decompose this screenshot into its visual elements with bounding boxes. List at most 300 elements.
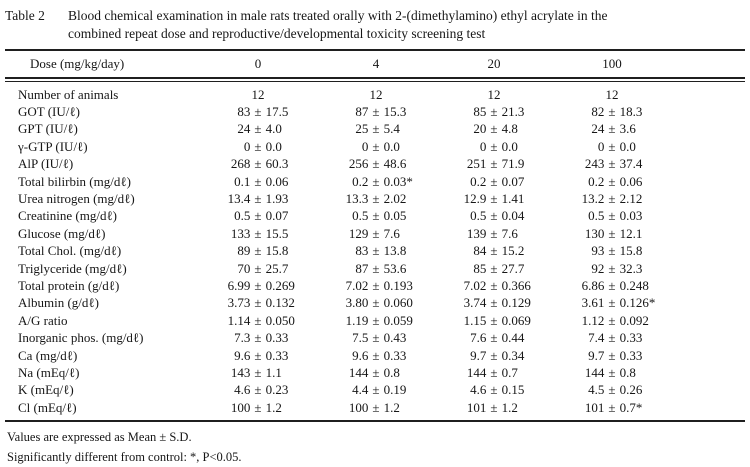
sd-value: 15.3 — [383, 104, 407, 120]
plus-minus-sign: ± — [490, 208, 498, 224]
mean-sd-cell — [435, 226, 553, 242]
mean-value: 3.74 — [463, 295, 487, 311]
mean-value: 139 — [466, 225, 487, 241]
sd-value: 0.43 — [383, 330, 407, 346]
plus-minus-sign: ± — [608, 399, 616, 415]
sd-value: 4.8 — [501, 121, 518, 137]
sd-value: 53.6 — [383, 260, 407, 276]
sd-value: 0.06 — [265, 173, 289, 189]
plus-minus-sign: ± — [608, 330, 616, 346]
mean-sd-cell — [435, 313, 553, 329]
sd-value: 18.3 — [619, 104, 643, 120]
sd-value: 0.7* — [619, 399, 643, 415]
sd-value: 13.8 — [383, 243, 407, 259]
table-row — [5, 243, 745, 260]
sd-value: 7.6 — [501, 225, 518, 241]
mean-sd-cell — [317, 139, 435, 155]
plus-minus-sign: ± — [490, 191, 498, 207]
mean-sd-cell — [553, 121, 671, 137]
plus-minus-sign: ± — [372, 225, 380, 241]
mean-sd-cell — [435, 365, 553, 381]
mean-value: 93 — [591, 243, 605, 259]
row-label: Total bilirbin (mg/dℓ) — [18, 173, 131, 189]
table-label: Table 2 — [5, 8, 45, 23]
mean-value: 0 — [243, 138, 251, 154]
plus-minus-sign: ± — [608, 138, 616, 154]
mean-value: 144 — [584, 364, 605, 380]
mean-value: 7.5 — [352, 330, 369, 346]
plus-minus-sign: ± — [490, 277, 498, 293]
mean-sd-cell — [199, 174, 317, 190]
sd-value: 0.366 — [501, 277, 531, 293]
mean-sd-cell — [553, 191, 671, 207]
plus-minus-sign: ± — [254, 382, 262, 398]
plus-minus-sign: ± — [490, 330, 498, 346]
mean-sd-cell — [199, 156, 317, 172]
plus-minus-sign: ± — [608, 364, 616, 380]
mean-sd-cell — [199, 104, 317, 120]
sd-value: 0.0 — [265, 138, 282, 154]
mean-value: 144 — [348, 364, 369, 380]
mean-sd-cell — [317, 313, 435, 329]
plus-minus-sign: ± — [490, 121, 498, 137]
plus-minus-sign: ± — [608, 243, 616, 259]
value-cell: 12 — [251, 86, 265, 102]
mean-sd-cell — [317, 226, 435, 242]
plus-minus-sign: ± — [608, 260, 616, 276]
table-row — [5, 260, 745, 277]
plus-minus-sign: ± — [608, 347, 616, 363]
mean-value: 7.02 — [463, 277, 487, 293]
mean-value: 1.14 — [227, 312, 251, 328]
plus-minus-sign: ± — [608, 173, 616, 189]
dose-column-header-4: 4 — [372, 56, 380, 71]
sd-value: 0.33 — [265, 330, 289, 346]
sd-value: 0.04 — [501, 208, 525, 224]
table-row — [5, 364, 745, 381]
sd-value: 0.03* — [383, 173, 413, 189]
plus-minus-sign: ± — [490, 295, 498, 311]
row-label: Creatinine (mg/dℓ) — [18, 208, 118, 224]
mean-sd-cell — [435, 382, 553, 398]
sd-value: 2.12 — [619, 191, 643, 207]
table-row — [5, 312, 745, 329]
mean-value: 7.6 — [470, 330, 487, 346]
sd-value: 0.33 — [619, 347, 643, 363]
sd-value: 0.15 — [501, 382, 525, 398]
sd-value: 0.33 — [619, 330, 643, 346]
mean-sd-cell — [199, 278, 317, 294]
plus-minus-sign: ± — [490, 312, 498, 328]
mean-sd-cell — [553, 174, 671, 190]
plus-minus-sign: ± — [372, 208, 380, 224]
mean-value: 9.7 — [588, 347, 605, 363]
sd-value: 0.248 — [619, 277, 649, 293]
mean-value: 143 — [230, 364, 251, 380]
sd-value: 0.23 — [265, 382, 289, 398]
plus-minus-sign: ± — [372, 243, 380, 259]
row-label: Ca (mg/dℓ) — [18, 347, 78, 363]
plus-minus-sign: ± — [490, 225, 498, 241]
row-label: γ-GTP (IU/ℓ) — [18, 138, 88, 154]
mean-sd-cell — [553, 295, 671, 311]
sd-value: 12.1 — [619, 225, 643, 241]
row-label: Inorganic phos. (mg/dℓ) — [18, 330, 144, 346]
mean-sd-cell — [553, 243, 671, 259]
plus-minus-sign: ± — [254, 330, 262, 346]
plus-minus-sign: ± — [372, 364, 380, 380]
plus-minus-sign: ± — [608, 156, 616, 172]
table-row — [5, 399, 745, 416]
table-row — [5, 208, 745, 225]
mean-value: 100 — [348, 399, 369, 415]
sd-value: 21.3 — [501, 104, 525, 120]
plus-minus-sign: ± — [490, 156, 498, 172]
table-row — [5, 295, 745, 312]
plus-minus-sign: ± — [608, 104, 616, 120]
mean-value: 0.5 — [470, 208, 487, 224]
table-row — [5, 277, 745, 294]
sd-value: 3.6 — [619, 121, 636, 137]
sd-value: 25.7 — [265, 260, 289, 276]
mean-value: 84 — [473, 243, 487, 259]
dose-column-header-0: 0 — [254, 56, 262, 71]
table-row — [5, 190, 745, 207]
mean-value: 13.4 — [227, 191, 251, 207]
mean-value: 9.6 — [234, 347, 251, 363]
sd-value: 0.060 — [383, 295, 413, 311]
plus-minus-sign: ± — [490, 138, 498, 154]
mean-sd-cell — [199, 243, 317, 259]
row-label: Cl (mEq/ℓ) — [18, 399, 77, 415]
sd-value: 0.050 — [265, 312, 295, 328]
plus-minus-sign: ± — [608, 121, 616, 137]
sd-value: 0.0 — [501, 138, 518, 154]
mean-sd-cell — [199, 295, 317, 311]
mean-sd-cell — [553, 208, 671, 224]
sd-value: 0.132 — [265, 295, 295, 311]
mean-value: 0.5 — [352, 208, 369, 224]
sd-value: 0.0 — [619, 138, 636, 154]
mean-sd-cell — [435, 400, 553, 416]
mean-sd-cell — [435, 243, 553, 259]
row-label: GPT (IU/ℓ) — [18, 121, 78, 137]
mean-sd-cell — [199, 208, 317, 224]
mean-value: 9.7 — [470, 347, 487, 363]
row-label: Total Chol. (mg/dℓ) — [18, 243, 122, 259]
mean-value: 20 — [473, 121, 487, 137]
mean-sd-cell — [199, 348, 317, 364]
mean-value: 0 — [479, 138, 487, 154]
plus-minus-sign: ± — [608, 208, 616, 224]
sd-value: 15.2 — [501, 243, 525, 259]
row-label: Glucose (mg/dℓ) — [18, 225, 106, 241]
plus-minus-sign: ± — [254, 399, 262, 415]
table-row — [5, 329, 745, 346]
sd-value: 0.33 — [265, 347, 289, 363]
mean-value: 7.3 — [234, 330, 251, 346]
mean-sd-cell — [553, 330, 671, 346]
mean-value: 268 — [230, 156, 251, 172]
mean-value: 0.5 — [234, 208, 251, 224]
mean-sd-cell — [553, 365, 671, 381]
mean-value: 7.4 — [588, 330, 605, 346]
plus-minus-sign: ± — [372, 347, 380, 363]
mean-value: 92 — [591, 260, 605, 276]
mean-sd-cell — [435, 191, 553, 207]
plus-minus-sign: ± — [254, 243, 262, 259]
sd-value: 4.0 — [265, 121, 282, 137]
sd-value: 1.2 — [383, 399, 400, 415]
plus-minus-sign: ± — [490, 173, 498, 189]
plus-minus-sign: ± — [490, 347, 498, 363]
sd-value: 1.41 — [501, 191, 525, 207]
value-cell: 12 — [369, 86, 383, 102]
caption-text — [68, 7, 745, 43]
mean-value: 85 — [473, 104, 487, 120]
sd-value: 5.4 — [383, 121, 400, 137]
plus-minus-sign: ± — [372, 330, 380, 346]
dose-column-header-100: 100 — [602, 56, 622, 71]
plus-minus-sign: ± — [254, 295, 262, 311]
mean-value: 3.80 — [345, 295, 369, 311]
mean-sd-cell — [317, 365, 435, 381]
mean-value: 87 — [355, 260, 369, 276]
row-label: Number of animals — [18, 86, 119, 102]
sd-value: 1.1 — [265, 364, 282, 380]
row-label: Urea nitrogen (mg/dℓ) — [18, 191, 135, 207]
mean-sd-cell — [317, 400, 435, 416]
mean-sd-cell — [553, 278, 671, 294]
plus-minus-sign: ± — [254, 260, 262, 276]
mean-value: 82 — [591, 104, 605, 120]
mean-value: 0 — [597, 138, 605, 154]
plus-minus-sign: ± — [254, 225, 262, 241]
mean-sd-cell — [317, 208, 435, 224]
caption-line1: Blood chemical examination in male rats treated orally with 2-(dimethylamino) ethyl acrylate in the — [68, 8, 608, 23]
table-row — [5, 86, 745, 103]
sd-value: 1.2 — [501, 399, 518, 415]
plus-minus-sign: ± — [490, 243, 498, 259]
mean-value: 0.2 — [352, 173, 369, 189]
plus-minus-sign: ± — [490, 104, 498, 120]
mean-value: 6.86 — [581, 277, 605, 293]
mean-sd-cell — [553, 400, 671, 416]
sd-value: 15.8 — [619, 243, 643, 259]
plus-minus-sign: ± — [372, 382, 380, 398]
mean-sd-cell — [199, 261, 317, 277]
mean-value: 101 — [584, 399, 605, 415]
mean-value: 0.5 — [588, 208, 605, 224]
mean-sd-cell — [317, 278, 435, 294]
mean-sd-cell — [317, 156, 435, 172]
mean-value: 24 — [591, 121, 605, 137]
sd-value: 2.02 — [383, 191, 407, 207]
mean-value: 0.2 — [470, 173, 487, 189]
mean-sd-cell — [553, 156, 671, 172]
mean-value: 83 — [237, 104, 251, 120]
row-label: Triglyceride (mg/dℓ) — [18, 260, 127, 276]
sd-value: 15.8 — [265, 243, 289, 259]
table-row — [5, 173, 745, 190]
row-label: Albumin (g/dℓ) — [18, 295, 99, 311]
mean-sd-cell — [317, 348, 435, 364]
plus-minus-sign: ± — [372, 260, 380, 276]
plus-minus-sign: ± — [254, 104, 262, 120]
sd-value: 7.6 — [383, 225, 400, 241]
mean-value: 6.99 — [227, 277, 251, 293]
mean-value: 87 — [355, 104, 369, 120]
table-caption — [5, 0, 745, 43]
caption-line2: combined repeat dose and reproductive/developmental toxicity screening test — [68, 26, 486, 41]
sd-value: 60.3 — [265, 156, 289, 172]
sd-value: 0.19 — [383, 382, 407, 398]
table-row — [5, 138, 745, 155]
sd-value: 0.059 — [383, 312, 413, 328]
mean-sd-cell — [199, 365, 317, 381]
sd-value: 1.93 — [265, 191, 289, 207]
mean-sd-cell — [435, 156, 553, 172]
row-label: A/G ratio — [18, 312, 68, 328]
mean-value: 1.19 — [345, 312, 369, 328]
dose-header-label: Dose (mg/kg/day) — [30, 56, 125, 71]
plus-minus-sign: ± — [372, 295, 380, 311]
plus-minus-sign: ± — [372, 121, 380, 137]
mean-value: 130 — [584, 225, 605, 241]
mean-value: 3.61 — [581, 295, 605, 311]
plus-minus-sign: ± — [254, 277, 262, 293]
mean-value: 4.5 — [588, 382, 605, 398]
row-label: Na (mEq/ℓ) — [18, 364, 80, 380]
mean-sd-cell — [199, 139, 317, 155]
plus-minus-sign: ± — [372, 173, 380, 189]
table-row — [5, 347, 745, 364]
mean-sd-cell — [199, 313, 317, 329]
table-header-row — [5, 51, 745, 77]
plus-minus-sign: ± — [254, 347, 262, 363]
mean-value: 70 — [237, 260, 251, 276]
mean-value: 0.2 — [588, 173, 605, 189]
mean-value: 144 — [466, 364, 487, 380]
mean-value: 9.6 — [352, 347, 369, 363]
table-row — [5, 225, 745, 242]
plus-minus-sign: ± — [608, 225, 616, 241]
plus-minus-sign: ± — [372, 399, 380, 415]
mean-value: 129 — [348, 225, 369, 241]
footnote-mean-sd: Values are expressed as Mean ± S.D. — [7, 430, 192, 445]
mean-value: 4.6 — [234, 382, 251, 398]
mean-sd-cell — [553, 348, 671, 364]
mean-value: 13.3 — [345, 191, 369, 207]
mean-sd-cell — [199, 226, 317, 242]
mean-value: 243 — [584, 156, 605, 172]
sd-value: 0.269 — [265, 277, 295, 293]
table-body — [5, 82, 745, 420]
mean-value: 256 — [348, 156, 369, 172]
dose-column-header-20: 20 — [487, 56, 501, 71]
mean-value: 3.73 — [227, 295, 251, 311]
plus-minus-sign: ± — [254, 138, 262, 154]
plus-minus-sign: ± — [608, 295, 616, 311]
sd-value: 0.33 — [383, 347, 407, 363]
mean-value: 12.9 — [463, 191, 487, 207]
mean-value: 13.2 — [581, 191, 605, 207]
sd-value: 0.34 — [501, 347, 525, 363]
mean-sd-cell — [199, 121, 317, 137]
sd-value: 0.8 — [383, 364, 400, 380]
value-cell: 12 — [605, 86, 619, 102]
sd-value: 0.03 — [619, 208, 643, 224]
sd-value: 0.126* — [619, 295, 656, 311]
mean-sd-cell — [553, 261, 671, 277]
mean-sd-cell — [317, 174, 435, 190]
mean-value: 101 — [466, 399, 487, 415]
plus-minus-sign: ± — [372, 191, 380, 207]
plus-minus-sign: ± — [372, 277, 380, 293]
plus-minus-sign: ± — [254, 364, 262, 380]
mean-value: 85 — [473, 260, 487, 276]
mean-sd-cell — [317, 121, 435, 137]
sd-value: 0.05 — [383, 208, 407, 224]
mean-value: 24 — [237, 121, 251, 137]
plus-minus-sign: ± — [608, 312, 616, 328]
footnote-significance: Significantly different from control: *, P<0.05. — [7, 450, 242, 465]
table-row — [5, 156, 745, 173]
mean-sd-cell — [435, 121, 553, 137]
mean-sd-cell — [199, 400, 317, 416]
mean-value: 25 — [355, 121, 369, 137]
mean-sd-cell — [317, 295, 435, 311]
sd-value: 32.3 — [619, 260, 643, 276]
plus-minus-sign: ± — [608, 382, 616, 398]
sd-value: 0.7 — [501, 364, 518, 380]
mean-sd-cell — [435, 174, 553, 190]
sd-value: 15.5 — [265, 225, 289, 241]
plus-minus-sign: ± — [372, 138, 380, 154]
sd-value: 0.0 — [383, 138, 400, 154]
plus-minus-sign: ± — [490, 382, 498, 398]
mean-sd-cell — [317, 104, 435, 120]
value-cell: 12 — [487, 86, 501, 102]
footnotes — [5, 422, 745, 467]
sd-value: 27.7 — [501, 260, 525, 276]
table-row — [5, 121, 745, 138]
mean-sd-cell — [435, 330, 553, 346]
mean-value: 83 — [355, 243, 369, 259]
sd-value: 0.092 — [619, 312, 649, 328]
mean-sd-cell — [317, 330, 435, 346]
plus-minus-sign: ± — [254, 156, 262, 172]
row-label: AlP (IU/ℓ) — [18, 156, 74, 172]
plus-minus-sign: ± — [254, 312, 262, 328]
mean-sd-cell — [199, 330, 317, 346]
sd-value: 0.129 — [501, 295, 531, 311]
mean-sd-cell — [435, 139, 553, 155]
plus-minus-sign: ± — [254, 173, 262, 189]
sd-value: 0.069 — [501, 312, 531, 328]
sd-value: 0.06 — [619, 173, 643, 189]
mean-value: 133 — [230, 225, 251, 241]
sd-value: 0.07 — [265, 208, 289, 224]
mean-sd-cell — [553, 313, 671, 329]
mean-value: 100 — [230, 399, 251, 415]
plus-minus-sign: ± — [490, 399, 498, 415]
sd-value: 0.44 — [501, 330, 525, 346]
mean-sd-cell — [199, 382, 317, 398]
mean-value: 0 — [361, 138, 369, 154]
mean-sd-cell — [435, 295, 553, 311]
sd-value: 0.07 — [501, 173, 525, 189]
